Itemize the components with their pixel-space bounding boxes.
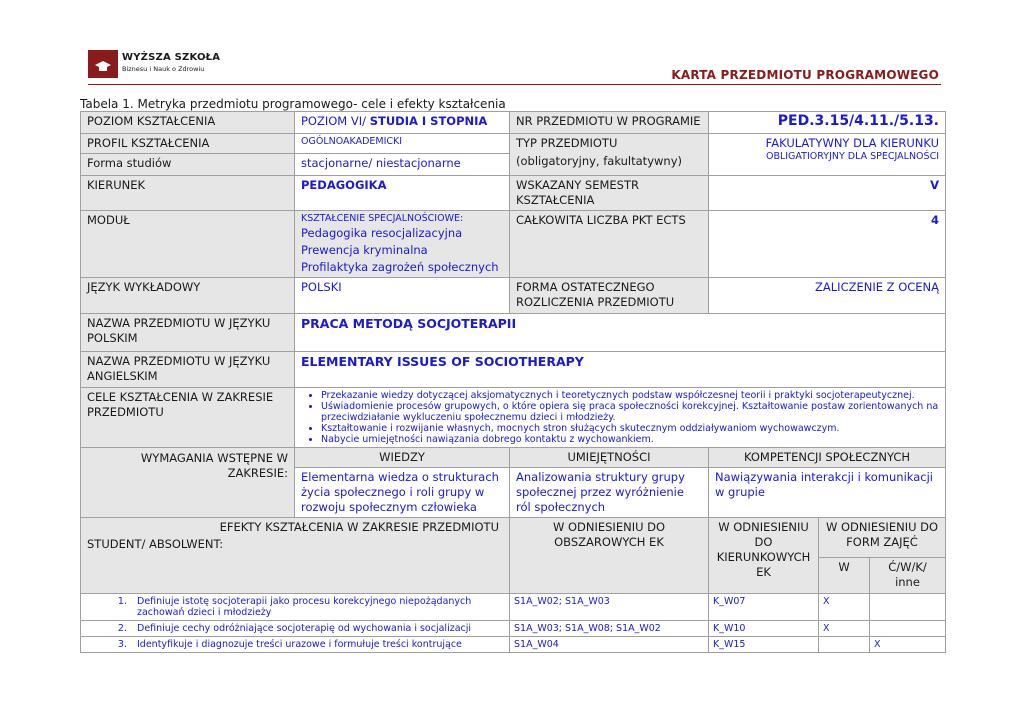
effect-row-3-kier: K_W15 [709, 637, 819, 653]
forma-label: Forma studiów [81, 154, 295, 176]
nr-value: PED.3.15/4.11./5.13. [709, 112, 946, 134]
req-wiedzy-value: Elementarna wiedza o strukturach życia społecznego i roli grupy w rozwoju społecznym człowieka [295, 468, 510, 518]
forma-value: stacjonarne/ niestacjonarne [295, 154, 510, 176]
poziom-label: POZIOM KSZTAŁCENIA [81, 112, 295, 134]
logo-school-subtitle: Biznesu i Nauk o Zdrowiu [122, 65, 205, 73]
goal-item: • Nabycie umiejętności nawiązania dobrego kontaktu z wychowankiem. [321, 434, 939, 445]
typ-label: TYP PRZEDMIOTU (obligatoryjny, fakultatywny) [510, 134, 709, 176]
effect-row-3-text: 3. Identyfikuje i diagnozuje treści urazowe i formułuje treści kontrujące [81, 637, 510, 653]
nr-label: NR PRZEDMIOTU W PROGRAMIE [510, 112, 709, 134]
effects-cwk-header: Ć/W/K/ inne [870, 558, 946, 594]
requirements-label: WYMAGANIA WSTĘPNE W ZAKRESIE: [81, 448, 295, 518]
effect-row-3-w [819, 637, 870, 653]
nazwa-en-label: NAZWA PRZEDMIOTU W JĘZYKU ANGIELSKIM [81, 352, 295, 388]
goals-list [301, 390, 939, 445]
req-umiejetnosci-header: UMIEJĘTNOŚCI [510, 448, 709, 468]
ects-label: CAŁKOWITA LICZBA PKT ECTS [510, 211, 709, 278]
effects-obszar-header: W ODNIESIENIU DO OBSZAROWYCH EK [510, 518, 709, 594]
goal-item: • Kształtowanie i rozwijanie własnych, mocnych stron służących skutecznym oddziaływaniom wychowawczym. [321, 423, 939, 434]
kierunek-value: PEDAGOGIKA [295, 176, 510, 211]
graduation-cap-icon [94, 60, 112, 74]
kierunek-label: KIERUNEK [81, 176, 295, 211]
profil-label: PROFIL KSZTAŁCENIA [81, 134, 295, 154]
effect-row-1-cwk [870, 594, 946, 621]
nazwa-pl-value: PRACA METODĄ SOCJOTERAPII [295, 314, 946, 352]
semestr-label: WSKAZANY SEMESTR KSZTAŁCENIA [510, 176, 709, 211]
effect-row-1-w: X [819, 594, 870, 621]
school-logo [88, 46, 221, 82]
semestr-value: V [709, 176, 946, 211]
jezyk-value: POLSKI [295, 278, 510, 314]
header-divider [88, 84, 941, 85]
profil-value: OGÓLNOAKADEMICKI [295, 134, 510, 154]
effect-row-1-kier: K_W07 [709, 594, 819, 621]
modul-label: MODUŁ [81, 211, 295, 278]
effects-header: EFEKTY KSZTAŁCENIA W ZAKRESIE PRZEDMIOTU STUDENT/ ABSOLWENT: [81, 518, 510, 594]
effect-row-2-text: 2. Definiuje cechy odróżniające socjoterapię od wychowania i socjalizacji [81, 621, 510, 637]
effect-row-2-cwk [870, 621, 946, 637]
card-title: KARTA PRZEDMIOTU PROGRAMOWEGO [671, 68, 939, 82]
rozl-value: ZALICZENIE Z OCENĄ [709, 278, 946, 314]
course-metric-table [80, 111, 946, 653]
goal-item: • Przekazanie wiedzy dotyczącej aksjomatycznych i teoretycznych podstaw współczesnej teorii i praktyki socjoterapeutycznej. [321, 390, 939, 401]
req-wiedzy-header: WIEDZY [295, 448, 510, 468]
modul-value: KSZTAŁCENIE SPECJALNOŚCIOWE: Pedagogika resocjalizacyjna Prewencja kryminalna Profilaktyka zagrożeń społecznych [295, 211, 510, 278]
nazwa-en-value: ELEMENTARY ISSUES OF SOCIOTHERAPY [295, 352, 946, 388]
poziom-value: POZIOM VI/ STUDIA I STOPNIA [295, 112, 510, 134]
ects-value: 4 [709, 211, 946, 278]
effect-row-2-w: X [819, 621, 870, 637]
rozl-label: FORMA OSTATECZNEGO ROZLICZENIA PRZEDMIOTU [510, 278, 709, 314]
cele-value [295, 388, 946, 448]
effects-forma-header: W ODNIESIENIU DO FORM ZAJĘĆ [819, 518, 946, 558]
effect-row-1-text: 1. Definiuje istotę socjoterapii jako procesu korekcyjnego niepożądanych zachowań dzieci i młodzieży [81, 594, 510, 621]
effect-row-3-cwk: X [870, 637, 946, 653]
jezyk-label: JĘZYK WYKŁADOWY [81, 278, 295, 314]
effect-row-1-obszar: S1A_W02; S1A_W03 [510, 594, 709, 621]
logo-emblem [88, 50, 118, 78]
effect-row-2-kier: K_W10 [709, 621, 819, 637]
effect-row-3-obszar: S1A_W04 [510, 637, 709, 653]
effects-w-header: W [819, 558, 870, 594]
goal-item: • Uświadomienie procesów grupowych, o które opiera się praca społeczności korekcyjnej. Kształtowanie postaw zorientowanych na przeciwdziałanie wykluczeniu społecznemu dzieci i młodzieży. [321, 401, 939, 423]
cele-label: CELE KSZTAŁCENIA W ZAKRESIE PRZEDMIOTU [81, 388, 295, 448]
req-umiejetnosci-value: Analizowania struktury grupy społecznej przez wyróżnienie ról społecznych [510, 468, 709, 518]
logo-school-name: WYŻSZA SZKOŁA [122, 52, 221, 63]
effect-row-2-obszar: S1A_W03; S1A_W08; S1A_W02 [510, 621, 709, 637]
table-caption: Tabela 1. Metryka przedmiotu programowego- cele i efekty kształcenia [80, 97, 506, 111]
effects-kier-header: W ODNIESIENIU DO KIERUNKOWYCH EK [709, 518, 819, 594]
typ-value: FAKULATYWNY DLA KIERUNKU OBLIGATIORYJNY DLA SPECJALNOŚCI [709, 134, 946, 176]
req-kompetencji-header: KOMPETENCJI SPOŁECZNYCH [709, 448, 946, 468]
req-kompetencji-value: Nawiązywania interakcji i komunikacji w grupie [709, 468, 946, 518]
nazwa-pl-label: NAZWA PRZEDMIOTU W JĘZYKU POLSKIM [81, 314, 295, 352]
